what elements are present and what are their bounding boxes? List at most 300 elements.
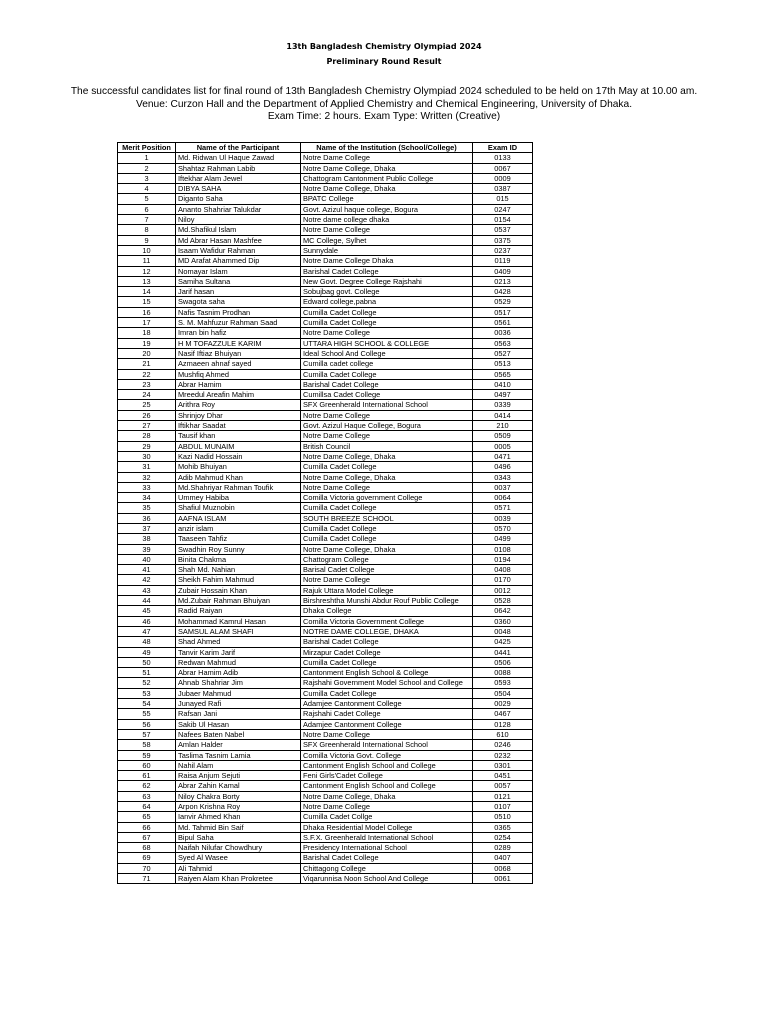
institution-name: Notre Dame College, Dhaka [301, 472, 473, 482]
table-row [118, 668, 533, 678]
table-row [118, 400, 533, 410]
merit-position: 46 [118, 616, 176, 626]
table-row [118, 678, 533, 688]
institution-name: Birshreshtha Munshi Abdur Rouf Public College [301, 596, 473, 606]
institution-name: Notre Dame College, Dhaka [301, 163, 473, 173]
institution-name: Notre Dame College [301, 575, 473, 585]
exam-id: 0012 [473, 585, 533, 595]
participant-name: Nafees Baten Nabel [176, 729, 301, 739]
participant-name: Raiyen Alam Khan Prokretee [176, 874, 301, 884]
merit-position: 4 [118, 184, 176, 194]
exam-id: 0506 [473, 657, 533, 667]
participant-name: Swagota saha [176, 297, 301, 307]
exam-id: 0061 [473, 874, 533, 884]
result-table [117, 142, 533, 884]
institution-name: Dhaka Residential Model College [301, 822, 473, 832]
participant-name: Raisa Anjum Sejuti [176, 771, 301, 781]
table-row [118, 575, 533, 585]
merit-position: 6 [118, 204, 176, 214]
table-row [118, 451, 533, 461]
intro-line-2: Venue: Curzon Hall and the Department of Applied Chemistry and Chemical Engineering, University of Dhaka. [135, 98, 633, 110]
exam-id: 0407 [473, 853, 533, 863]
table-row [118, 297, 533, 307]
exam-id: 0451 [473, 771, 533, 781]
institution-name: Chittagong College [301, 863, 473, 873]
table-row [118, 657, 533, 667]
institution-name: Chattogram College [301, 554, 473, 564]
merit-position: 8 [118, 225, 176, 235]
merit-position: 41 [118, 565, 176, 575]
participant-name: Md. Tahmid Bin Saif [176, 822, 301, 832]
table-row [118, 616, 533, 626]
institution-name: Notre Dame College, Dhaka [301, 184, 473, 194]
merit-position: 40 [118, 554, 176, 564]
table-row [118, 750, 533, 760]
table-row [118, 369, 533, 379]
institution-name: New Govt. Degree College Rajshahi [301, 276, 473, 286]
table-row [118, 637, 533, 647]
merit-position: 24 [118, 390, 176, 400]
table-row [118, 318, 533, 328]
institution-name: Cumilla Cadet College [301, 534, 473, 544]
institution-name: Cumilla Cadet College [301, 503, 473, 513]
merit-position: 62 [118, 781, 176, 791]
exam-id: 0496 [473, 462, 533, 472]
table-row [118, 194, 533, 204]
exam-id: 0128 [473, 719, 533, 729]
participant-name: Redwan Mahmud [176, 657, 301, 667]
institution-name: Viqarunnisa Noon School And College [301, 874, 473, 884]
participant-name: Ummey Habiba [176, 493, 301, 503]
merit-position: 43 [118, 585, 176, 595]
header-participant-name: Name of the Participant [176, 143, 301, 153]
exam-id: 0642 [473, 606, 533, 616]
merit-position: 39 [118, 544, 176, 554]
table-row [118, 534, 533, 544]
exam-id: 0107 [473, 802, 533, 812]
exam-id: 0571 [473, 503, 533, 513]
participant-name: Nomayar Islam [176, 266, 301, 276]
exam-id: 0467 [473, 709, 533, 719]
merit-position: 66 [118, 822, 176, 832]
exam-id: 0064 [473, 493, 533, 503]
table-row [118, 287, 533, 297]
merit-position: 44 [118, 596, 176, 606]
table-row [118, 163, 533, 173]
institution-name: Barishal Cadet College [301, 379, 473, 389]
exam-id: 0339 [473, 400, 533, 410]
institution-name: Cantonment English School and College [301, 781, 473, 791]
participant-name: Md.Shahriyar Rahman Toufik [176, 482, 301, 492]
table-row [118, 565, 533, 575]
merit-position: 17 [118, 318, 176, 328]
exam-id: 0513 [473, 359, 533, 369]
merit-position: 55 [118, 709, 176, 719]
merit-position: 28 [118, 431, 176, 441]
participant-name: SAMSUL ALAM SHAFI [176, 626, 301, 636]
table-row [118, 462, 533, 472]
institution-name: Cantonment English School and College [301, 760, 473, 770]
institution-name: Feni Girls'Cadet College [301, 771, 473, 781]
exam-id: 0247 [473, 204, 533, 214]
exam-id: 0410 [473, 379, 533, 389]
exam-id: 0005 [473, 441, 533, 451]
merit-position: 34 [118, 493, 176, 503]
table-row [118, 184, 533, 194]
header-merit-position: Merit Position [118, 143, 176, 153]
merit-position: 47 [118, 626, 176, 636]
institution-name: Rajshahi Cadet College [301, 709, 473, 719]
table-row [118, 482, 533, 492]
table-row [118, 699, 533, 709]
exam-id: 0048 [473, 626, 533, 636]
exam-id: 0246 [473, 740, 533, 750]
exam-id: 0133 [473, 153, 533, 163]
merit-position: 15 [118, 297, 176, 307]
exam-id: 0301 [473, 760, 533, 770]
merit-position: 45 [118, 606, 176, 616]
merit-position: 19 [118, 338, 176, 348]
merit-position: 60 [118, 760, 176, 770]
institution-name: UTTARA HIGH SCHOOL & COLLEGE [301, 338, 473, 348]
merit-position: 70 [118, 863, 176, 873]
table-row [118, 843, 533, 853]
exam-id: 0365 [473, 822, 533, 832]
merit-position: 7 [118, 215, 176, 225]
participant-name: Mohib Bhuiyan [176, 462, 301, 472]
participant-name: Zubair Hossain Khan [176, 585, 301, 595]
table-row [118, 348, 533, 358]
exam-id: 0067 [473, 163, 533, 173]
exam-id: 0037 [473, 482, 533, 492]
table-row [118, 523, 533, 533]
participant-name: Syed Al Wasee [176, 853, 301, 863]
participant-name: Adib Mahmud Khan [176, 472, 301, 482]
table-row [118, 688, 533, 698]
exam-id: 0509 [473, 431, 533, 441]
merit-position: 65 [118, 812, 176, 822]
merit-position: 26 [118, 410, 176, 420]
table-row [118, 740, 533, 750]
exam-id: 0499 [473, 534, 533, 544]
institution-name: Cumilla Cadet College [301, 462, 473, 472]
table-row [118, 256, 533, 266]
table-row [118, 410, 533, 420]
participant-name: Shrinjoy Dhar [176, 410, 301, 420]
merit-position: 33 [118, 482, 176, 492]
participant-name: Tanvir Karim Jarif [176, 647, 301, 657]
merit-position: 5 [118, 194, 176, 204]
participant-name: Arpon Krishna Roy [176, 802, 301, 812]
institution-name: Ideal School And College [301, 348, 473, 358]
institution-name: Notre Dame College, Dhaka [301, 451, 473, 461]
exam-id: 0428 [473, 287, 533, 297]
merit-position: 63 [118, 791, 176, 801]
merit-position: 23 [118, 379, 176, 389]
exam-id: 015 [473, 194, 533, 204]
exam-id: 0387 [473, 184, 533, 194]
table-row [118, 173, 533, 183]
participant-name: Shahtaz Rahman Labib [176, 163, 301, 173]
exam-id: 0561 [473, 318, 533, 328]
exam-id: 0039 [473, 513, 533, 523]
table-row [118, 832, 533, 842]
merit-position: 30 [118, 451, 176, 461]
table-row [118, 853, 533, 863]
exam-id: 0009 [473, 173, 533, 183]
participant-name: DIBYA SAHA [176, 184, 301, 194]
merit-position: 48 [118, 637, 176, 647]
table-row [118, 729, 533, 739]
participant-name: Naifah Nilufar Chowdhury [176, 843, 301, 853]
participant-name: Bipul Saha [176, 832, 301, 842]
participant-name: Samiha Sultana [176, 276, 301, 286]
table-row [118, 781, 533, 791]
institution-name: Govt. Azizul haque college, Bogura [301, 204, 473, 214]
institution-name: Notre Dame College, Dhaka [301, 544, 473, 554]
institution-name: SFX Greenherald International School [301, 740, 473, 750]
institution-name: Barisal Cadet College [301, 565, 473, 575]
table-row [118, 225, 533, 235]
institution-name: Cumillsa Cadet College [301, 390, 473, 400]
intro-line-1: The successful candidates list for final round of 13th Bangladesh Chemistry Olympiad 2024 scheduled to be held on 17th May at 10.00 am. [70, 86, 698, 97]
institution-name: SOUTH BREEZE SCHOOL [301, 513, 473, 523]
participant-name: Sakib Ul Hasan [176, 719, 301, 729]
exam-id: 0408 [473, 565, 533, 575]
institution-name: Mirzapur Cadet College [301, 647, 473, 657]
participant-name: Tausif khan [176, 431, 301, 441]
table-row [118, 802, 533, 812]
table-row [118, 513, 533, 523]
institution-name: Sunnydale [301, 245, 473, 255]
merit-position: 38 [118, 534, 176, 544]
participant-name: anzir islam [176, 523, 301, 533]
participant-name: Mushfiq Ahmed [176, 369, 301, 379]
exam-id: 0289 [473, 843, 533, 853]
participant-name: Iftikhar Saadat [176, 421, 301, 431]
merit-position: 11 [118, 256, 176, 266]
exam-id: 0232 [473, 750, 533, 760]
institution-name: Chattogram Cantonment Public College [301, 173, 473, 183]
exam-id: 0497 [473, 390, 533, 400]
participant-name: Ananto Shahriar Talukdar [176, 204, 301, 214]
page-subtitle: Preliminary Round Result [326, 57, 442, 66]
exam-id: 210 [473, 421, 533, 431]
merit-position: 54 [118, 699, 176, 709]
institution-name: Barishal Cadet College [301, 637, 473, 647]
merit-position: 49 [118, 647, 176, 657]
participant-name: Imran bin hafiz [176, 328, 301, 338]
merit-position: 27 [118, 421, 176, 431]
institution-name: Dhaka College [301, 606, 473, 616]
institution-name: Notre Dame College [301, 431, 473, 441]
table-row [118, 585, 533, 595]
participant-name: Jarif hasan [176, 287, 301, 297]
institution-name: Adamjee Cantonment College [301, 719, 473, 729]
institution-name: SFX Greenherald International School [301, 400, 473, 410]
institution-name: Edward college,pabna [301, 297, 473, 307]
merit-position: 31 [118, 462, 176, 472]
table-row [118, 626, 533, 636]
institution-name: Cumilla Cadet College [301, 318, 473, 328]
table-row [118, 245, 533, 255]
participant-name: Shafiul Muznobin [176, 503, 301, 513]
exam-id: 0213 [473, 276, 533, 286]
participant-name: Md Abrar Hasan Mashfee [176, 235, 301, 245]
participant-name: Niloy [176, 215, 301, 225]
table-row [118, 863, 533, 873]
participant-name: Md.Zubair Rahman Bhuiyan [176, 596, 301, 606]
exam-id: 0409 [473, 266, 533, 276]
exam-id: 0528 [473, 596, 533, 606]
merit-position: 50 [118, 657, 176, 667]
merit-position: 21 [118, 359, 176, 369]
exam-id: 0121 [473, 791, 533, 801]
header-exam-id: Exam ID [473, 143, 533, 153]
participant-name: Arithra Roy [176, 400, 301, 410]
table-row [118, 266, 533, 276]
participant-name: Mohammad Kamrul Hasan [176, 616, 301, 626]
institution-name: Comilla Victoria government College [301, 493, 473, 503]
exam-id: 0570 [473, 523, 533, 533]
institution-name: MC College, Sylhet [301, 235, 473, 245]
exam-id: 0414 [473, 410, 533, 420]
table-row [118, 760, 533, 770]
merit-position: 37 [118, 523, 176, 533]
participant-name: Mreedul Areafin Mahim [176, 390, 301, 400]
table-row [118, 719, 533, 729]
exam-id: 0537 [473, 225, 533, 235]
institution-name: Cantonment English School & College [301, 668, 473, 678]
exam-id: 0194 [473, 554, 533, 564]
table-row [118, 771, 533, 781]
table-row [118, 235, 533, 245]
institution-name: Comilla Victoria Govt. College [301, 750, 473, 760]
participant-name: Taaseen Tahfiz [176, 534, 301, 544]
exam-id: 0441 [473, 647, 533, 657]
merit-position: 61 [118, 771, 176, 781]
exam-id: 0565 [473, 369, 533, 379]
institution-name: Cumilla cadet college [301, 359, 473, 369]
merit-position: 51 [118, 668, 176, 678]
merit-position: 16 [118, 307, 176, 317]
participant-name: Nasif Iftiaz Bhuiyan [176, 348, 301, 358]
institution-name: Barishal Cadet College [301, 853, 473, 863]
exam-id: 0057 [473, 781, 533, 791]
institution-name: BPATC College [301, 194, 473, 204]
participant-name: Swadhin Roy Sunny [176, 544, 301, 554]
table-row [118, 338, 533, 348]
merit-position: 67 [118, 832, 176, 842]
participant-name: Diganto Saha [176, 194, 301, 204]
institution-name: Notre Dame College [301, 482, 473, 492]
table-row [118, 709, 533, 719]
table-header-row [118, 143, 533, 153]
exam-id: 610 [473, 729, 533, 739]
table-row [118, 554, 533, 564]
institution-name: Cumilla Cadet Collge [301, 812, 473, 822]
participant-name: Iftekhar Alam Jewel [176, 173, 301, 183]
table-row [118, 791, 533, 801]
merit-position: 18 [118, 328, 176, 338]
merit-position: 71 [118, 874, 176, 884]
table-row [118, 472, 533, 482]
participant-name: Kazi Nadid Hossain [176, 451, 301, 461]
participant-name: Niloy Chakra Borty [176, 791, 301, 801]
merit-position: 9 [118, 235, 176, 245]
exam-id: 0375 [473, 235, 533, 245]
institution-name: Cumilla Cadet College [301, 688, 473, 698]
institution-name: Notre Dame College [301, 225, 473, 235]
institution-name: Notre Dame College, Dhaka [301, 791, 473, 801]
table-row [118, 204, 533, 214]
table-row [118, 822, 533, 832]
institution-name: Cumilla Cadet College [301, 657, 473, 667]
participant-name: Abrar Hamim Adib [176, 668, 301, 678]
intro-line-3: Exam Time: 2 hours. Exam Type: Written (Creative) [267, 111, 501, 123]
exam-id: 0119 [473, 256, 533, 266]
merit-position: 59 [118, 750, 176, 760]
table-row [118, 441, 533, 451]
participant-name: Ahnab Shahriar Jim [176, 678, 301, 688]
participant-name: Abrar Hamim [176, 379, 301, 389]
table-row [118, 544, 533, 554]
exam-id: 0360 [473, 616, 533, 626]
table-row [118, 307, 533, 317]
institution-name: Presidency International School [301, 843, 473, 853]
merit-position: 25 [118, 400, 176, 410]
participant-name: ABDUL MUNAIM [176, 441, 301, 451]
exam-id: 0425 [473, 637, 533, 647]
exam-id: 0563 [473, 338, 533, 348]
institution-name: Notre Dame College Dhaka [301, 256, 473, 266]
exam-id: 0237 [473, 245, 533, 255]
merit-position: 53 [118, 688, 176, 698]
table-row [118, 606, 533, 616]
table-row [118, 328, 533, 338]
participant-name: Rafsan Jani [176, 709, 301, 719]
participant-name: Azmaeen ahnaf sayed [176, 359, 301, 369]
page-title: 13th Bangladesh Chemistry Olympiad 2024 [286, 42, 482, 51]
participant-name: Amlan Halder [176, 740, 301, 750]
table-body [118, 153, 533, 884]
merit-position: 57 [118, 729, 176, 739]
institution-name: Govt. Azizul Haque College, Bogura [301, 421, 473, 431]
institution-name: British Council [301, 441, 473, 451]
exam-id: 0527 [473, 348, 533, 358]
merit-position: 3 [118, 173, 176, 183]
merit-position: 12 [118, 266, 176, 276]
merit-position: 20 [118, 348, 176, 358]
participant-name: Shah Md. Nahian [176, 565, 301, 575]
merit-position: 36 [118, 513, 176, 523]
participant-name: Jubaer Mahmud [176, 688, 301, 698]
participant-name: Ali Tahmid [176, 863, 301, 873]
merit-position: 69 [118, 853, 176, 863]
table-row [118, 390, 533, 400]
table-row [118, 215, 533, 225]
institution-name: Notre dame college dhaka [301, 215, 473, 225]
merit-position: 35 [118, 503, 176, 513]
participant-name: Nahil Alam [176, 760, 301, 770]
merit-position: 2 [118, 163, 176, 173]
exam-id: 0517 [473, 307, 533, 317]
institution-name: Comilla Victoria Government College [301, 616, 473, 626]
table-row [118, 596, 533, 606]
exam-id: 0108 [473, 544, 533, 554]
table-row [118, 153, 533, 163]
merit-position: 52 [118, 678, 176, 688]
